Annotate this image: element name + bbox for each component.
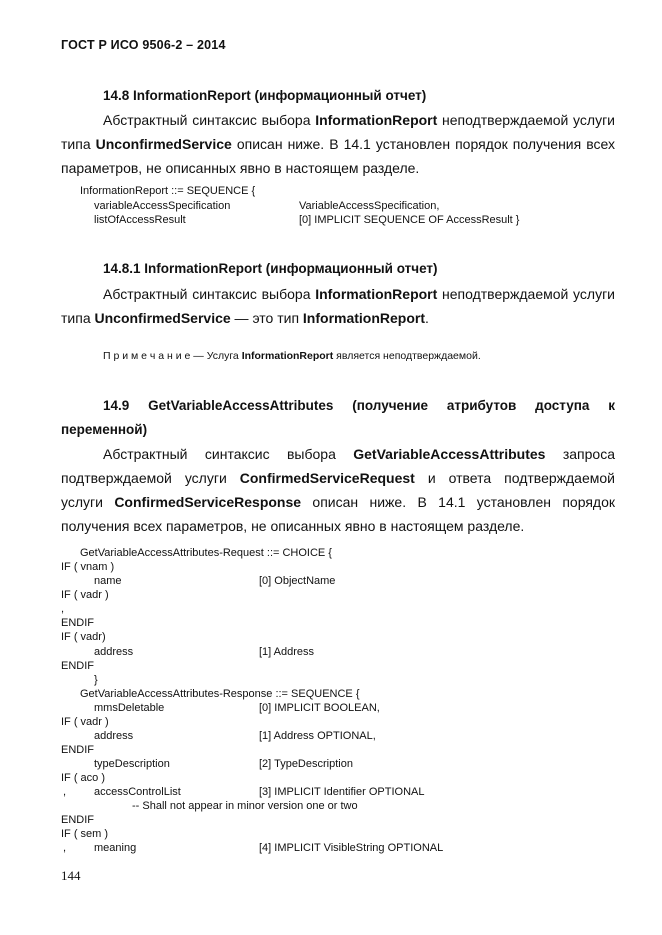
note: П р и м е ч а н и е — Услуга InformationReport является неподтверждаемой.	[103, 350, 481, 362]
code-line-value: [0] ObjectName	[259, 575, 336, 587]
code-line: GetVariableAccessAttributes-Request ::= CHOICE {	[80, 547, 332, 559]
code-line: accessControlList	[94, 786, 181, 798]
code-line: IF ( vadr )	[61, 716, 109, 728]
code-line: IF ( aco )	[61, 772, 106, 784]
code-line-value: [0] IMPLICIT SEQUENCE OF AccessResult }	[299, 214, 520, 226]
code-line-value: [4] IMPLICIT VisibleString OPTIONAL	[259, 842, 444, 854]
code-line: GetVariableAccessAttributes-Response ::= SEQUENCE {	[80, 688, 360, 700]
code-line: ENDIF	[61, 617, 94, 629]
code-line: }	[94, 674, 98, 686]
section-14-8-heading: 14.8 InformationReport (информационный отчет)	[103, 88, 427, 103]
code-line: listOfAccessResult	[94, 214, 186, 226]
code-line: IF ( sem )	[61, 828, 109, 840]
section-14-9-heading-line1: 14.9 GetVariableAccessAttributes (получение атрибутов доступа к	[103, 398, 615, 413]
code-line-value: [2] TypeDescription	[259, 758, 353, 770]
section-14-8-1-paragraph: Абстрактный синтаксис выбора InformationReport неподтверждаемой услуги типа UnconfirmedService — это тип InformationReport.	[61, 286, 615, 326]
code-line: address	[94, 730, 134, 742]
code-line-value: VariableAccessSpecification,	[299, 200, 440, 212]
code-line: ENDIF	[61, 660, 94, 672]
code-line-value: [0] IMPLICIT BOOLEAN,	[259, 702, 380, 714]
code-line: mmsDeletable	[94, 702, 165, 714]
code-line: address	[94, 646, 134, 658]
code-line: IF ( vadr)	[61, 631, 106, 643]
document-header: ГОСТ Р ИСО 9506-2 – 2014	[61, 38, 226, 52]
code-line: InformationReport ::= SEQUENCE {	[80, 185, 256, 197]
section-14-8-1-heading: 14.8.1 InformationReport (информационный отчет)	[103, 261, 438, 276]
code-line: typeDescription	[94, 758, 170, 770]
section-14-8-paragraph: Абстрактный синтаксис выбора InformationReport неподтверждаемой услуги типа UnconfirmedService описан ниже. В 14.1 установлен порядок получения всех параметров, не описанных явно в настоящем разделе.	[61, 112, 615, 176]
code-line: IF ( vadr )	[61, 589, 109, 601]
code-line-value: [1] Address OPTIONAL,	[259, 730, 376, 742]
code-line: ENDIF	[61, 814, 94, 826]
code-line-value: [1] Address	[259, 646, 315, 658]
code-line: ,	[63, 842, 67, 854]
code-line: variableAccessSpecification	[94, 200, 231, 212]
section-14-9-paragraph: Абстрактный синтаксис выбора GetVariableAccessAttributes запроса подтверждаемой услуги ConfirmedServiceRequest и ответа подтверждаемой услуги ConfirmedServiceResponse описан ниже. В 14.1 установлен порядок получения всех параметров, не описанных явно в настоящем разделе.	[61, 446, 615, 534]
code-line-value: [3] IMPLICIT Identifier OPTIONAL	[259, 786, 425, 798]
code-comment: -- Shall not appear in minor version one or two	[132, 800, 358, 812]
code-line: name	[94, 575, 122, 587]
code-line: IF ( vnam )	[61, 561, 115, 573]
code-line: meaning	[94, 842, 137, 854]
code-line: ENDIF	[61, 744, 94, 756]
code-line: ,	[61, 603, 65, 615]
page-number: 144	[61, 868, 81, 883]
section-14-9-heading-line2: переменной)	[61, 422, 148, 437]
code-line: ,	[63, 786, 67, 798]
